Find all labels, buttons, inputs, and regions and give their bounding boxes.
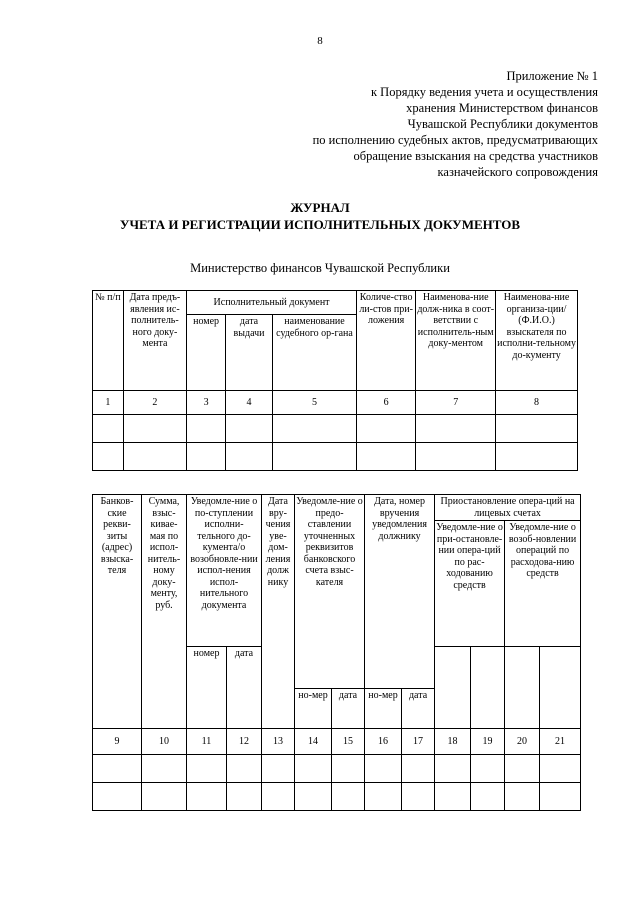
column-number: 21 — [540, 729, 581, 755]
header-no: № п/п — [93, 291, 124, 391]
empty-cell — [505, 783, 540, 811]
empty-cell — [93, 443, 124, 471]
empty-cell — [142, 755, 187, 783]
empty-cell — [416, 443, 496, 471]
header-date: дата — [332, 689, 365, 729]
appendix-line: казначейского сопровождения — [437, 165, 598, 179]
empty-cell — [227, 755, 262, 783]
header-notice-date: дата — [227, 647, 262, 729]
empty-cell — [262, 783, 295, 811]
empty-cell — [540, 647, 581, 729]
empty-cell — [187, 783, 227, 811]
header-number: но-мер — [365, 689, 402, 729]
empty-cell — [416, 415, 496, 443]
column-number: 11 — [187, 729, 227, 755]
column-number: 4 — [226, 391, 273, 415]
column-number: 14 — [295, 729, 332, 755]
header-claimant-name: Наименова-ние организа-ции/ (Ф.И.О.) взыскателя по исполни-тельному до-кументу — [496, 291, 578, 391]
empty-cell — [332, 755, 365, 783]
column-number: 16 — [365, 729, 402, 755]
table-row — [93, 783, 581, 811]
header-date: дата — [402, 689, 435, 729]
header-number: но-мер — [295, 689, 332, 729]
header-debtor-name: Наименова-ние долж-ника в соот-ветствии с исполнитель-ным доку-ментом — [416, 291, 496, 391]
column-number: 6 — [356, 391, 415, 415]
header-handover-date: Дата вру-чения уве-дом-ления долж нику — [262, 495, 295, 729]
column-number: 12 — [227, 729, 262, 755]
empty-cell — [496, 415, 578, 443]
empty-cell — [295, 783, 332, 811]
column-number: 15 — [332, 729, 365, 755]
empty-cell — [402, 783, 435, 811]
journal-table-1 — [92, 290, 578, 471]
table-row — [93, 755, 581, 783]
header-attachments: Количе-ство ли-стов при-ложения — [356, 291, 415, 391]
column-number: 17 — [402, 729, 435, 755]
empty-cell — [471, 755, 505, 783]
column-number: 13 — [262, 729, 295, 755]
empty-cell — [226, 443, 273, 471]
empty-cell — [93, 783, 142, 811]
empty-cell — [435, 755, 471, 783]
page-number: 8 — [317, 35, 323, 47]
empty-cell — [142, 783, 187, 811]
journal-table-2 — [92, 494, 581, 811]
organization-name: Министерство финансов Чувашской Республики — [190, 261, 450, 275]
empty-cell — [365, 755, 402, 783]
empty-cell — [471, 647, 505, 729]
appendix-line: обращение взыскания на средства участников — [353, 149, 598, 163]
header-suspend-notice: Уведомле-ние о при-остановле-нии опера-ций по рас-ходованию средств — [435, 521, 505, 647]
empty-cell — [262, 755, 295, 783]
column-number: 9 — [93, 729, 142, 755]
empty-cell — [540, 755, 581, 783]
column-number: 18 — [435, 729, 471, 755]
empty-cell — [402, 755, 435, 783]
empty-cell — [227, 783, 262, 811]
column-number: 19 — [471, 729, 505, 755]
appendix-line: к Порядку ведения учета и осуществления — [370, 85, 598, 99]
header-suspension: Приостановление опера-ций на лицевых счетах — [435, 495, 581, 521]
column-number: 8 — [496, 391, 578, 415]
title-line-1: ЖУРНАЛ — [290, 200, 350, 215]
empty-cell — [226, 415, 273, 443]
empty-cell — [332, 783, 365, 811]
appendix-line: Чувашской Республики документов — [407, 117, 598, 131]
table-row — [93, 415, 578, 443]
header-resume-notice: Уведомле-ние о возоб-новлении операций по расходова-нию средств — [505, 521, 581, 647]
header-exec-doc-number: номер — [187, 315, 226, 391]
empty-cell — [435, 783, 471, 811]
appendix-line: хранения Министерством финансов — [406, 101, 598, 115]
column-number: 2 — [123, 391, 186, 415]
appendix-line: по исполнению судебных актов, предусматривающих — [312, 133, 598, 147]
appendix-line: Приложение № 1 — [506, 69, 598, 83]
header-exec-doc: Исполнительный документ — [187, 291, 357, 315]
column-number: 1 — [93, 391, 124, 415]
appendix-header — [238, 68, 598, 180]
header-sum: Сумма, взыс-кивае-мая по испол-нитель-ному доку-менту, руб. — [142, 495, 187, 729]
empty-cell — [356, 415, 415, 443]
header-debtor-notice: Дата, номер вручения уведомления должнику — [365, 495, 435, 689]
empty-cell — [505, 755, 540, 783]
empty-cell — [273, 443, 357, 471]
header-exec-doc-date: дата выдачи — [226, 315, 273, 391]
header-notice-number: номер — [187, 647, 227, 729]
header-court-name: наименование судебного ор-гана — [273, 315, 357, 391]
empty-cell — [435, 647, 471, 729]
header-date-presented: Дата предъ-явления ис-полнитель-ного доку-мента — [123, 291, 186, 391]
empty-cell — [540, 783, 581, 811]
empty-cell — [471, 783, 505, 811]
header-notice-receipt: Уведомле-ние о по-ступлении исполни-тельного до-кумента/о возобновле-нии испол-нения испол-нительного документа — [187, 495, 262, 647]
empty-cell — [496, 443, 578, 471]
column-number: 20 — [505, 729, 540, 755]
table-row — [93, 443, 578, 471]
empty-cell — [356, 443, 415, 471]
column-number: 5 — [273, 391, 357, 415]
column-number: 7 — [416, 391, 496, 415]
empty-cell — [187, 443, 226, 471]
title-line-2: УЧЕТА И РЕГИСТРАЦИИ ИСПОЛНИТЕЛЬНЫХ ДОКУМЕНТОВ — [119, 217, 521, 232]
column-number: 3 — [187, 391, 226, 415]
empty-cell — [365, 783, 402, 811]
empty-cell — [93, 755, 142, 783]
empty-cell — [123, 415, 186, 443]
empty-cell — [123, 443, 186, 471]
empty-cell — [187, 415, 226, 443]
column-number: 10 — [142, 729, 187, 755]
document-title — [0, 199, 640, 233]
header-notice-requisites: Уведомле-ние о предо-ставлении уточненных реквизитов банковского счета взыс-кателя — [295, 495, 365, 689]
empty-cell — [505, 647, 540, 729]
empty-cell — [187, 755, 227, 783]
empty-cell — [295, 755, 332, 783]
empty-cell — [93, 415, 124, 443]
header-bank-requisites: Банков-ские рекви-зиты (адрес) взыска-теля — [93, 495, 142, 729]
empty-cell — [273, 415, 357, 443]
